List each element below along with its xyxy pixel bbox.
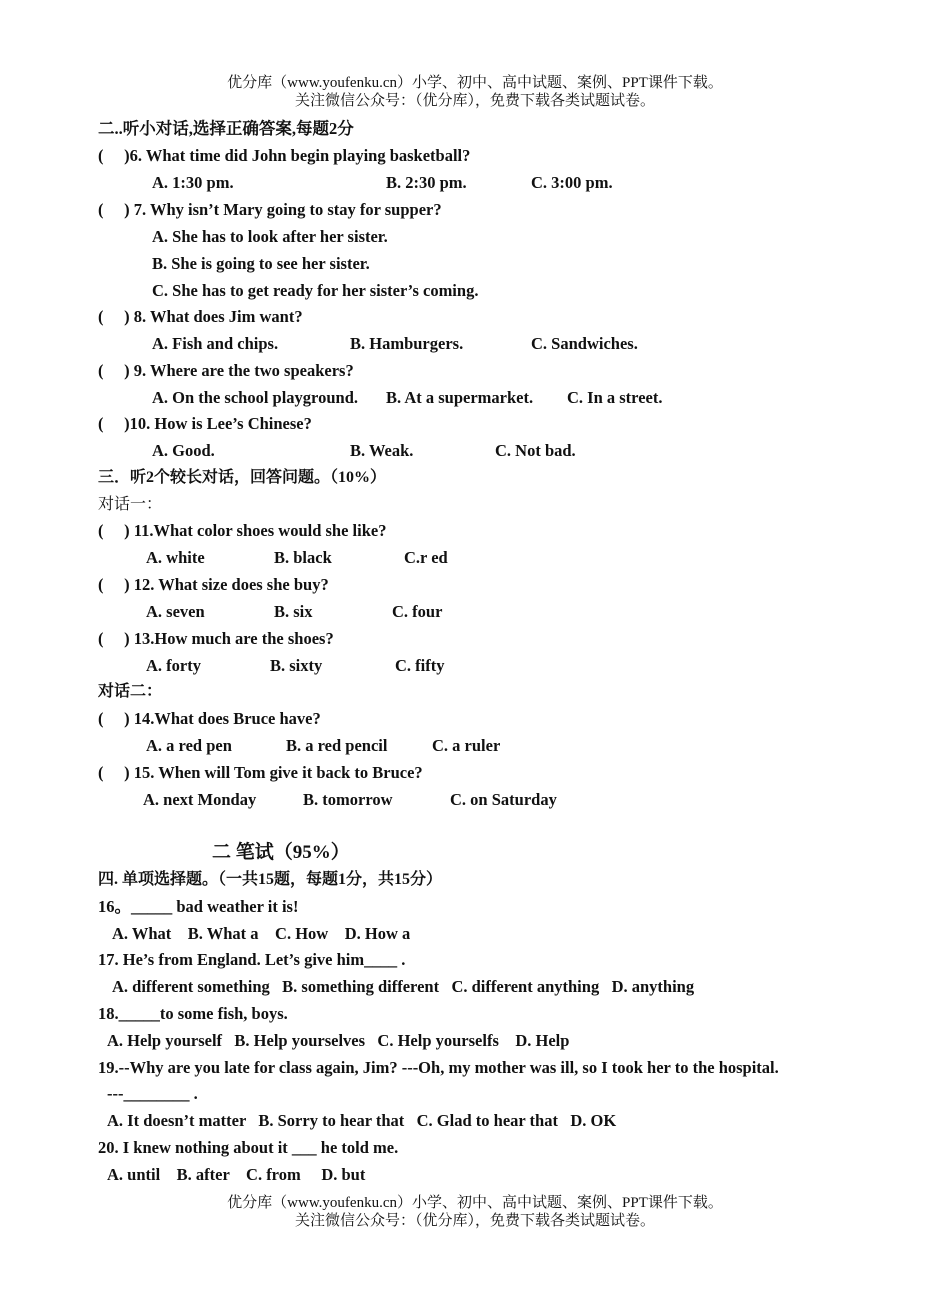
q14-option-a: A. a red pen — [146, 736, 232, 755]
question-20: 20. I knew nothing about it ___ he told me. — [98, 1138, 399, 1157]
section-4-title: 四. 单项选择题。（一共15题，每题1分，共15分） — [98, 871, 443, 888]
question-12: ( ) 12. What size does she buy? — [98, 575, 329, 594]
q15-option-c: C. on Saturday — [450, 790, 557, 809]
q8-option-c: C. Sandwiches. — [531, 334, 638, 353]
question-9: ( ) 9. Where are the two speakers? — [98, 361, 354, 380]
question-15: ( ) 15. When will Tom give it back to Bruce? — [98, 763, 423, 782]
q15-option-a: A. next Monday — [143, 790, 257, 809]
q19-blank: ---________ . — [107, 1084, 198, 1103]
q7-option-a: A. She has to look after her sister. — [152, 227, 388, 246]
question-10: ( )10. How is Lee’s Chinese? — [98, 414, 312, 433]
question-18: 18._____to some fish, boys. — [98, 1004, 288, 1023]
q9-option-b: B. At a supermarket. — [386, 388, 534, 407]
question-16: 16。_____ bad weather it is! — [98, 897, 299, 916]
q16-options: A. What B. What a C. How D. How a — [112, 924, 411, 943]
q7-option-c: C. She has to get ready for her sister’s coming. — [152, 281, 479, 300]
question-19: 19.--Why are you late for class again, Jim? ---Oh, my mother was ill, so I took her to the hospital. — [98, 1058, 779, 1077]
q6-option-b: B. 2:30 pm. — [386, 173, 467, 192]
q18-options: A. Help yourself B. Help yourselves C. Help yourselfs D. Help — [107, 1031, 570, 1050]
q10-option-a: A. Good. — [152, 441, 215, 460]
question-8: ( ) 8. What does Jim want? — [98, 307, 303, 326]
written-test-title: 二 笔试（95%） — [212, 842, 350, 863]
q9-option-c: C. In a street. — [567, 388, 663, 407]
header-line-1: 优分库（www.youfenku.cn）小学、初中、高中试题、案例、PPT课件下载。 — [227, 75, 723, 91]
question-6: ( )6. What time did John begin playing basketball? — [98, 146, 471, 165]
q10-option-c: C. Not bad. — [495, 441, 576, 460]
question-13: ( ) 13.How much are the shoes? — [98, 629, 334, 648]
q14-option-b: B. a red pencil — [286, 736, 388, 755]
footer-line-2: 关注微信公众号：（优分库），免费下载各类试题试卷。 — [294, 1213, 655, 1229]
question-14: ( ) 14.What does Bruce have? — [98, 709, 321, 728]
footer-line-1: 优分库（www.youfenku.cn）小学、初中、高中试题、案例、PPT课件下载。 — [227, 1195, 723, 1211]
q15-option-b: B. tomorrow — [303, 790, 393, 809]
q13-option-a: A. forty — [146, 656, 201, 675]
q13-option-b: B. sixty — [270, 656, 323, 675]
q11-option-c: C.r ed — [404, 548, 448, 567]
q7-option-b: B. She is going to see her sister. — [152, 254, 370, 273]
q17-options: A. different something B. something different C. different anything D. anything — [112, 977, 695, 996]
q11-option-a: A. white — [146, 548, 205, 567]
q8-option-b: B. Hamburgers. — [350, 334, 464, 353]
dialog-1-label: 对话一： — [98, 496, 163, 513]
q14-option-c: C. a ruler — [432, 736, 501, 755]
header-line-2: 关注微信公众号：（优分库），免费下载各类试题试卷。 — [294, 93, 655, 109]
q6-option-a: A. 1:30 pm. — [152, 173, 234, 192]
q11-option-b: B. black — [274, 548, 332, 567]
q13-option-c: C. fifty — [395, 656, 445, 675]
section-3-title: 三．听2个较长对话，回答问题。（10%） — [98, 469, 387, 486]
question-7: ( ) 7. Why isn’t Mary going to stay for supper? — [98, 200, 442, 219]
q10-option-b: B. Weak. — [350, 441, 414, 460]
q6-option-c: C. 3:00 pm. — [531, 173, 613, 192]
q8-option-a: A. Fish and chips. — [152, 334, 279, 353]
q12-option-c: C. four — [392, 602, 443, 621]
q9-option-a: A. On the school playground. — [152, 388, 358, 407]
section-2-title: 二..听小对话,选择正确答案,每题2分 — [98, 119, 354, 138]
question-17: 17. He’s from England. Let’s give him____ . — [98, 950, 406, 969]
q12-option-a: A. seven — [146, 602, 205, 621]
dialog-2-label: 对话二： — [98, 683, 163, 700]
q20-options: A. until B. after C. from D. but — [107, 1165, 366, 1184]
q19-options: A. It doesn’t matter B. Sorry to hear that C. Glad to hear that D. OK — [107, 1111, 617, 1130]
question-11: ( ) 11.What color shoes would she like? — [98, 521, 387, 540]
q12-option-b: B. six — [274, 602, 313, 621]
